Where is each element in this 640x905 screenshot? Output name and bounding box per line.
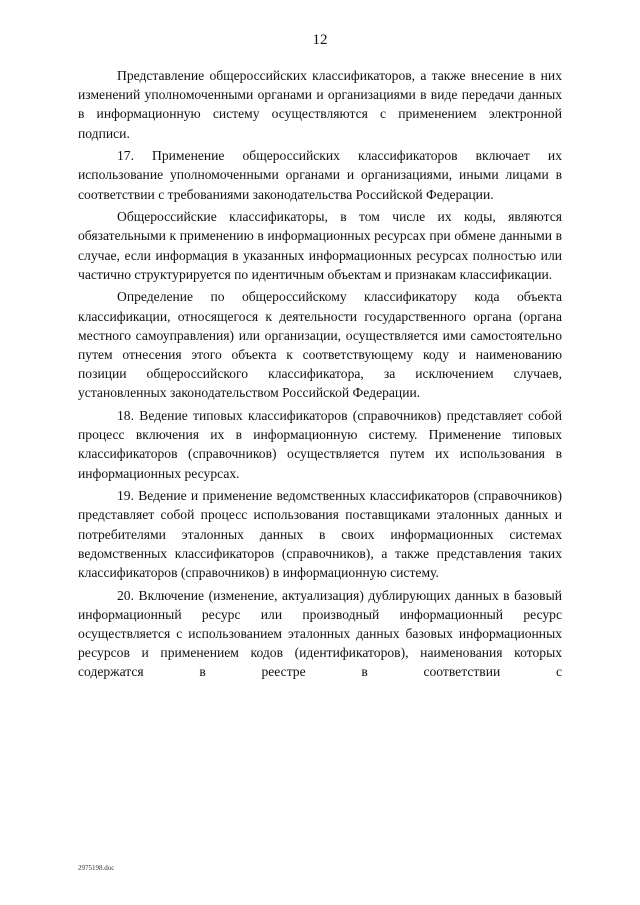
- paragraph-18: 18. Ведение типовых классификаторов (справочников) представляет собой процесс включения их в информационную систему. Применение типовых классификаторов (справочников) осуществляется путем их использования в информационных ресурсах.: [78, 408, 562, 481]
- paragraph-17: 17. Применение общероссийских классификаторов включает их использование уполномоченными органами и организациями, иными лицами в соответствии с требованиями законодательства Российской Федерации.: [78, 148, 562, 202]
- document-file-id: 2975198.doc: [78, 864, 115, 872]
- paragraph-20: 20. Включение (изменение, актуализация) дублирующих данных в базовый информационный ресурс или производный информационный ресурс осуществляется с использованием эталонных данных базовых информационных ресурсов и применением кодов (идентификаторов), наименования которых содержатся в реестре в соответствии с: [78, 587, 562, 680]
- page-number: 12: [312, 32, 328, 48]
- document-body: [78, 66, 562, 685]
- paragraph-19: 19. Ведение и применение ведомственных классификаторов (справочников) представляет собой процесс использования поставщиками эталонных данных и потребителями эталонных данных в своих информационных системах ведомственных классификаторов (справочников), а также представления таких классификаторов (справочников) в информационную систему.: [78, 488, 562, 581]
- paragraph-classifier-codes: Общероссийские классификаторы, в том числе их коды, являются обязательными к применению в информационных ресурсах при обмене данными в случае, если информация в указанных информационных ресурсах полностью или частично структурируется по идентичным объектам и признакам классификации.: [78, 209, 562, 282]
- paragraph-classifier-submission: Представление общероссийских классификаторов, а также внесение в них изменений уполномоченными органами и организациями в виде передачи данных в информационную систему осуществляются с применением электронной подписи.: [78, 68, 562, 141]
- paragraph-code-determination: Определение по общероссийскому классификатору кода объекта классификации, относящегося к деятельности государственного органа (органа местного самоуправления) или организации, осуществляется ими самостоятельно путем отнесения этого объекта к соответствующему коду и наименованию позиции общероссийского классификатора, за исключением случаев, установленных законодательством Российской Федерации.: [78, 289, 562, 401]
